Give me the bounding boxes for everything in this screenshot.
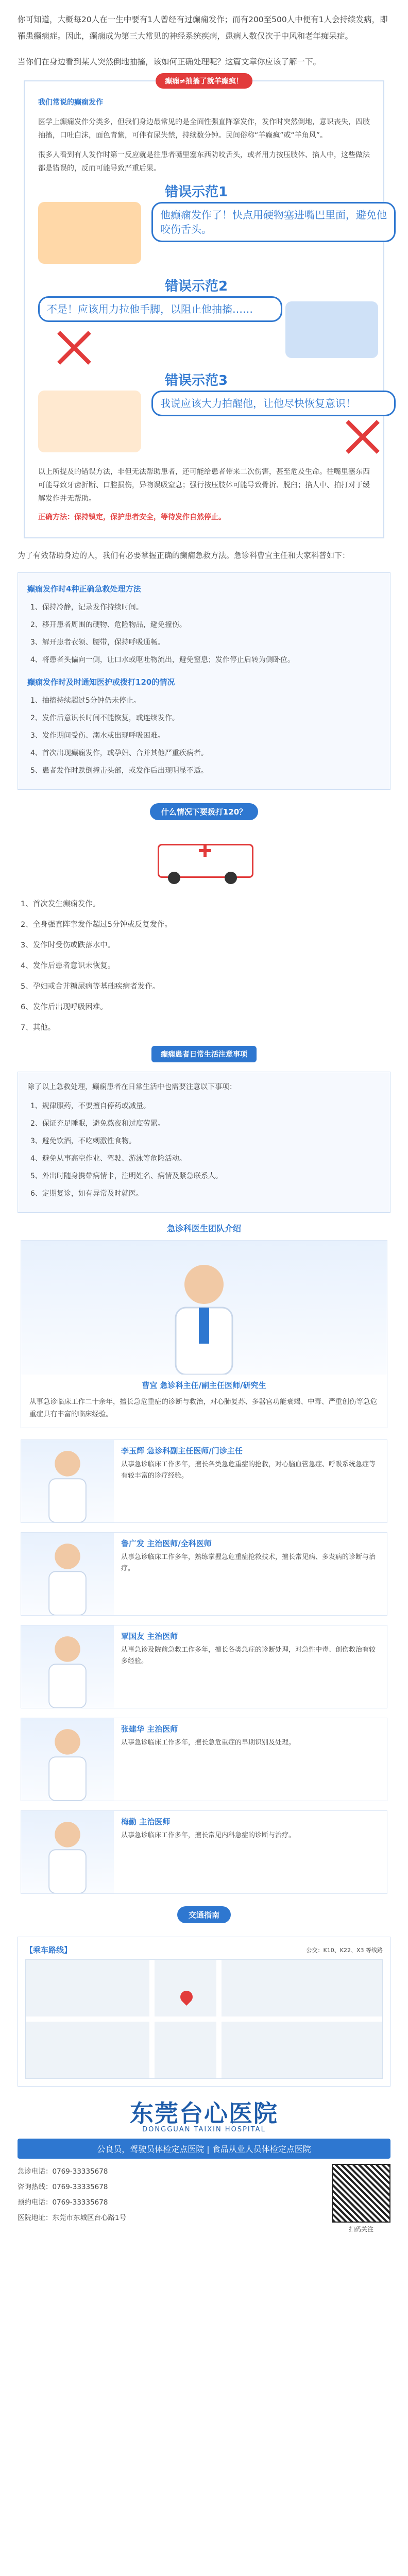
team-member-card bbox=[21, 1810, 387, 1894]
card-intro-heading: 我们常说的癫痫发作 bbox=[38, 98, 103, 107]
list-item: 2、全身强直阵挛发作超过5分钟或反复发作。 bbox=[21, 921, 172, 929]
list-item: 6、发作后出现呼吸困难。 bbox=[21, 1003, 108, 1011]
doctor-photo bbox=[39, 1816, 96, 1893]
list-item: 7、其他。 bbox=[21, 1024, 56, 1032]
hospital-slogan: 公良员，驾驶员体检定点医院 | 食品从业人员体检定点医院 bbox=[18, 2139, 390, 2159]
list-item: 1、规律服药，不要擅自停药或减量。 bbox=[30, 1102, 150, 1110]
team-heading: 急诊科医生团队介绍 bbox=[166, 1224, 241, 1233]
transport-title: 【乘车路线】 bbox=[25, 1945, 72, 1955]
member-name: 梅勤 主治医师 bbox=[121, 1817, 171, 1826]
card-summary-correct: 正确方法：保持镇定，保护患者安全，等待发作自然停止。 bbox=[38, 513, 226, 521]
member-desc: 从事急诊临床工作多年，擅长各类急危重症的抢救，对心脑血管急症、呼吸系统急症等有较丰富的诊疗经验。 bbox=[121, 1461, 376, 1480]
error-demo-2 bbox=[38, 276, 370, 366]
error-label-2: 错误示范2 bbox=[162, 276, 231, 295]
daily-care-box bbox=[18, 1072, 390, 1213]
hospital-name: 东莞台心医院 bbox=[130, 2099, 278, 2127]
list-item: 3、发作期间受伤、溺水或出现呼吸困难。 bbox=[30, 732, 165, 740]
qr-code[interactable] bbox=[332, 2164, 390, 2223]
bus-routes: 公交：K10、K22、X3 等线路 bbox=[306, 1946, 383, 1954]
ambulance-illustration bbox=[147, 828, 261, 885]
list-item: 2、保证充足睡眠，避免熬夜和过度劳累。 bbox=[30, 1120, 165, 1128]
correct-method-heading: 癫痫发作时4种正确急救处理方法 bbox=[27, 584, 141, 594]
error-demo-1 bbox=[38, 181, 387, 272]
notify-heading: 癫痫发作时及时通知医护或拨打120的情况 bbox=[27, 677, 175, 687]
error-label-3: 错误示范3 bbox=[162, 370, 231, 389]
doctor-photo bbox=[165, 1256, 243, 1375]
member-desc: 从事急诊临床工作多年，熟练掌握急危重症抢救技术，擅长常见病、多发病的诊断与治疗。 bbox=[121, 1553, 376, 1572]
contact-line: 急诊电话：0769-33335678 bbox=[18, 2167, 108, 2176]
list-item: 1、抽搐持续超过5分钟仍未停止。 bbox=[30, 697, 141, 705]
contact-line: 预约电话：0769-33335678 bbox=[18, 2198, 108, 2207]
member-desc: 从事急诊临床工作多年，擅长常见内科急症的诊断与治疗。 bbox=[121, 1832, 296, 1839]
call-120-list bbox=[0, 893, 408, 1036]
list-item: 4、发作后患者意识未恢复。 bbox=[21, 962, 115, 970]
team-member-card bbox=[21, 1439, 387, 1523]
contact-line: 医院地址：东莞市东城区台心路1号 bbox=[18, 2214, 127, 2222]
team-lead-card bbox=[21, 1240, 387, 1428]
doctor-photo bbox=[39, 1631, 96, 1708]
error-label-1: 错误示范1 bbox=[162, 181, 231, 200]
hospital-footer bbox=[18, 2095, 390, 2233]
transport-section bbox=[18, 1937, 390, 2087]
daily-care-intro: 除了以上急救处理，癫痫患者在日常生活中也需要注意以下事项： bbox=[27, 1083, 236, 1091]
member-desc: 从事急诊临床工作多年，擅长急危重症的早期识别及处理。 bbox=[121, 1739, 296, 1747]
slap-illustration bbox=[38, 391, 141, 452]
list-item: 4、首次出现癫痫发作，或孕妇、合并其他严重疾病者。 bbox=[30, 749, 208, 757]
list-item: 3、避免饮酒，不吃刺激性食物。 bbox=[30, 1137, 136, 1145]
helper-illustration bbox=[285, 301, 378, 358]
list-item: 3、解开患者衣领、腰带，保持呼吸通畅。 bbox=[30, 638, 165, 647]
qr-label: 扫码关注 bbox=[348, 2226, 373, 2233]
intro bbox=[0, 0, 408, 70]
team-member-card bbox=[21, 1532, 387, 1616]
member-name: 鲁广发 主治医师/全科医师 bbox=[121, 1539, 212, 1548]
member-name: 覃国友 主治医师 bbox=[121, 1632, 178, 1641]
card-summary: 以上所提及的错误方法，非但无法帮助患者，还可能给患者带来二次伤害，甚至危及生命。往嘴里塞东西可能导致牙齿折断、口腔损伤，异物误吸窒息；强行按压肢体可能导致骨折、脱臼；掐人中、拍打对于缓解发作并无帮助。 bbox=[38, 468, 370, 503]
team-lead-text: 从事急诊临床工作二十余年，擅长急危重症的诊断与救治，对心肺复苏、多器官功能衰竭、中毒、严重创伤等急危重症具有丰富的临床经验。 bbox=[29, 1398, 377, 1418]
team-member-card bbox=[21, 1625, 387, 1708]
hospital-en-name: DONGGUAN TAIXIN HOSPITAL bbox=[142, 2126, 266, 2133]
section-pill-daily-care: 癫痫患者日常生活注意事项 bbox=[151, 1046, 257, 1062]
speech-bubble-1: 他癫痫发作了！快点用硬物塞进嘴巴里面，避免他咬伤舌头。 bbox=[151, 202, 396, 242]
list-item: 5、外出时随身携带病情卡，注明姓名、病情及紧急联系人。 bbox=[30, 1172, 223, 1180]
speech-bubble-3: 我说应该大力拍醒他，让他尽快恢复意识！ bbox=[151, 391, 396, 416]
list-item: 5、孕妇或合并糖尿病等基础疾病者发作。 bbox=[21, 982, 160, 991]
doctor-photo bbox=[39, 1538, 96, 1615]
epilepsy-card bbox=[24, 77, 387, 538]
team-member-card bbox=[21, 1718, 387, 1801]
member-name: 张建华 主治医师 bbox=[121, 1724, 178, 1734]
speech-bubble-2: 不是！应该用力拉他手脚，以阻止他抽搐…… bbox=[38, 296, 282, 322]
doctor-photo bbox=[39, 1445, 96, 1522]
list-item: 4、将患者头偏向一侧，让口水或呕吐物流出，避免窒息；发作停止后转为侧卧位。 bbox=[30, 656, 295, 664]
map bbox=[25, 1959, 383, 2079]
doctor-photo bbox=[39, 1723, 96, 1801]
team-lead-name: 曹宜 急诊科主任/副主任医师/研究生 bbox=[142, 1381, 266, 1390]
card-intro-text: 医学上癫痫发作分类多，但我们身边最常见的是全面性强直阵挛发作，发作时突然倒地，意识丧失，四肢抽搐，口吐白沫，面色青紫，可伴有尿失禁，持续数分钟。民间俗称“羊癫疯”或“羊角风”。 bbox=[38, 118, 370, 140]
list-item: 4、避免从事高空作业、驾驶、游泳等危险活动。 bbox=[30, 1155, 186, 1163]
intro-paragraph-1: 你可知道，大概每20人在一生中要有1人曾经有过癫痫发作；而有200至500人中便有1人会持续发病，即罹患癫痫症。因此，癫痫成为第三大常见的神经系统疾病，患病人数仅次于中风和老年痴呆症。 bbox=[18, 15, 388, 41]
lead-paragraph: 为了有效帮助身边的人，我们有必要掌握正确的癫痫急救方法。急诊科曹宜主任和大家科普如下： bbox=[18, 551, 350, 560]
member-name: 李玉辉 急诊科副主任医师/门诊主任 bbox=[121, 1446, 243, 1455]
list-item: 2、发作后意识长时间不能恢复，或连续发作。 bbox=[30, 714, 179, 722]
list-item: 1、保持冷静，记录发作持续时间。 bbox=[30, 603, 143, 612]
patient-illustration bbox=[38, 202, 141, 264]
member-desc: 从事急诊及院前急救工作多年，擅长各类急症的诊断处理，对急性中毒、创伤救治有较多经验。 bbox=[121, 1646, 376, 1665]
correct-method-box bbox=[18, 572, 390, 790]
section-pill-transport: 交通指南 bbox=[177, 1906, 231, 1923]
location-pin-icon bbox=[178, 1988, 195, 2006]
card-myth-text: 很多人看到有人发作时第一反应就是往患者嘴里塞东西防咬舌头，或者用力按压肢体、掐人中，这些做法都是错误的，反而可能导致严重后果。 bbox=[38, 151, 370, 173]
list-item: 1、首次发生癫痫发作。 bbox=[21, 900, 100, 908]
wrong-x-icon bbox=[342, 416, 383, 457]
list-item: 2、移开患者周围的硬物、危险物品，避免撞伤。 bbox=[30, 621, 186, 629]
card-title: 癫痫≠抽搐了就羊癫疯！ bbox=[156, 73, 252, 89]
list-item: 6、定期复诊，如有异常及时就医。 bbox=[30, 1190, 143, 1198]
list-item: 3、发作时受伤或跌落水中。 bbox=[21, 941, 115, 950]
contact-line: 咨询热线：0769-33335678 bbox=[18, 2183, 108, 2191]
error-demo-3 bbox=[38, 370, 370, 460]
intro-paragraph-2: 当你们在身边看到某人突然倒地抽搐，该如何正确处理呢？这篇文章你应该了解一下。 bbox=[18, 57, 321, 66]
section-pill-call-120: 什么情况下要拨打120？ bbox=[150, 803, 258, 820]
list-item: 5、患者发作时跌倒撞击头部，或发作后出现明显不适。 bbox=[30, 767, 208, 775]
wrong-x-icon bbox=[54, 327, 95, 368]
